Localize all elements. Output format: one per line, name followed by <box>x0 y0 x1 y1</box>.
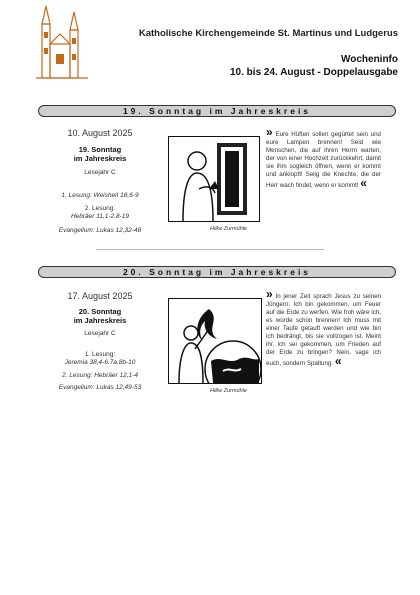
reading-1: 1. Lesung: Weisheit 18,6-9 <box>61 192 139 199</box>
quote-open-mark: » <box>266 287 273 301</box>
reading-2: 2. Lesung: Hebräer 12,1-4 <box>62 372 138 379</box>
sunday-date: 10. August 2025 <box>67 128 133 138</box>
sunday-name-line2: im Jahreskreis <box>73 316 127 325</box>
illustration-waiting-servant <box>168 136 260 222</box>
sunday-name-line1: 20. Sonntag <box>78 307 122 316</box>
reading-2: Hebräer 11,1-2.8-19 <box>70 213 130 220</box>
gospel: Evangelium: Lukas 12,49-53 <box>58 384 142 391</box>
quote-close-mark: « <box>334 354 342 368</box>
illustration-fire-on-earth <box>168 298 262 384</box>
parish-name: Katholische Kirchengemeinde St. Martinus und Ludgerus <box>138 28 398 39</box>
reading-1: Jeremia 38,4-6.7a.8b-10 <box>64 359 136 366</box>
bulletin-title: Wocheninfo <box>340 54 398 65</box>
sunday-name-line1: 19. Sonntag <box>78 145 122 154</box>
lesejahr: Lesejahr C <box>84 330 116 337</box>
gospel-quote <box>266 287 381 368</box>
church-logo <box>32 4 92 82</box>
bulletin-period: 10. bis 24. August - Doppelausgabe <box>230 67 398 78</box>
quote-text: Eure Hüften sollen gegürtet sein und eure Lampen brennen! Seid wie Menschen, die auf ihren Herrn warten, der von einer Hochzeit zurückkehrt, damit sie ihm sogleich öffnen, wenn er kommt und anklopft! Selig die Knechte, die der Herr wach findet, wenn er kommt! <box>266 131 381 189</box>
section-banner: 19. Sonntag im Jahreskreis <box>38 105 396 117</box>
gospel-quote <box>266 125 381 190</box>
section-divider <box>96 249 324 250</box>
sunday-date: 17. August 2025 <box>67 291 133 301</box>
quote-text: In jener Zeit sprach Jesus zu seinen Jüngern: Ich bin gekommen, um Feuer auf die Erde zu werfen. Wie froh wäre ich, es würde schon brennen! Ich muss mit einer Taufe getauft werden und wie bin ich bedrängt, bis sie vollzogen ist. Meint ihr, ich sei gekommen, um Frieden auf der Erde zu bringen? Nein, sage ich euch, sondern Spaltung. <box>266 293 381 367</box>
quote-close-mark: « <box>360 176 367 190</box>
lesejahr: Lesejahr C <box>84 169 116 176</box>
reading-2-label: 2. Lesung: <box>84 205 116 212</box>
gospel: Evangelium: Lukas 12,32-48 <box>58 227 142 234</box>
sunday-name-line2: im Jahreskreis <box>73 154 127 163</box>
image-credit: Hilke Zurmühle <box>210 226 247 232</box>
section-banner: 20. Sonntag im Jahreskreis <box>38 266 396 278</box>
image-credit: Hilke Zurmühle <box>210 388 247 394</box>
reading-1-label: 1. Lesung: <box>84 351 116 358</box>
quote-open-mark: » <box>266 125 273 139</box>
